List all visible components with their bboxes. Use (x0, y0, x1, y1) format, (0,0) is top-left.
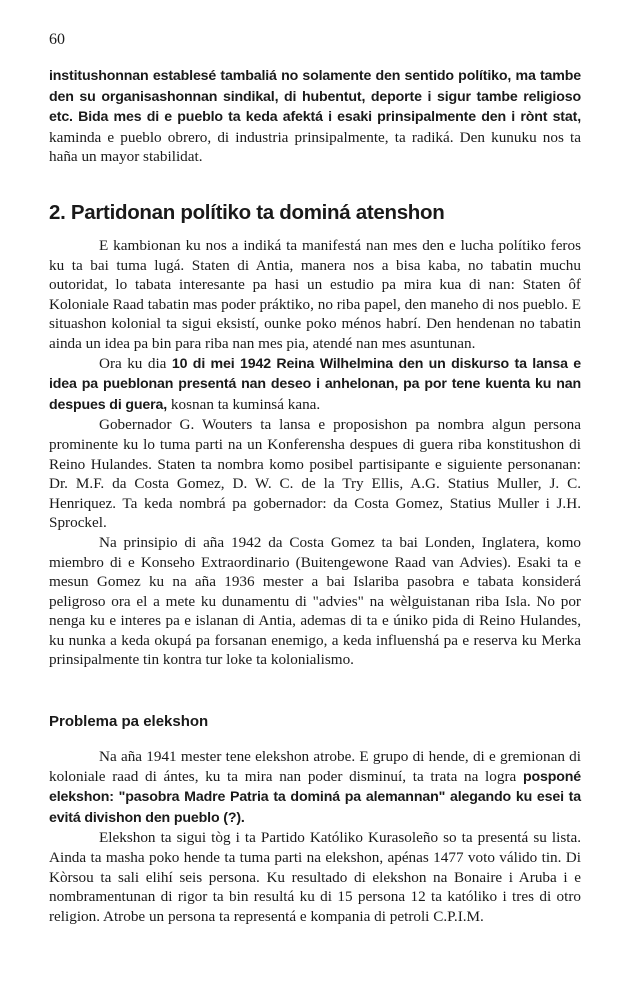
subsection-body (49, 747, 581, 926)
page-number: 60 (49, 31, 65, 48)
subsection-paragraph-2: Elekshon ta sigui tòg i ta Partido Katóliko Kurasoleño so ta presentá su lista. Ainda ta masha poko hende ta tuma parti na elekshon, apénas 1477 voto válido tin. Di Kòrsou ta sali elihí seis persona. Ku resultado di elekshon na Bonaire i Aruba i e nombramentunan di rigor ta bin resultá ku di 15 persona 12 ta katóliko i tres di otro religion. Atrobe un persona ta representá e kompania di petroli C.P.I.M. (49, 829, 581, 925)
subsection-p1-bold: posponé elekshon: "pasobra Madre Patria ta dominá pa alemannan" alegando ku esei ta evitá divishon den pueblo (?). (49, 768, 581, 826)
section-paragraph-2 (49, 354, 581, 416)
section-paragraph-4: Na prinsipio di aña 1942 da Costa Gomez ta bai Londen, Inglatera, komo miembro di e Konseho Extraordinario (Buitengewone Raad van Advies). Esaki ta e mesun Gomez ku na aña 1936 mester a bai Islariba pasobra e tabata konsiderá peligroso ora el a mete ku dunamentu di "advies" na wèlguistanan riba Isla. No por nenga ku e interes pa e islanan di Antia, ademas di ta e úniko pida di Reino Hulandes, ku nunka a keda okupá pa forsanan enemigo, a keda influenshá pa e reserva ku Merka prinsipalmente tin kontra tur loke ta kolonialismo. (49, 533, 581, 669)
intro-block (49, 66, 581, 167)
section-paragraph-3: Gobernador G. Wouters ta lansa e proposishon pa nombra algun persona prominente ku lo tuma parti na un Konferensha despues di guera riba konstitushon di Reino Hulandes. Staten ta nombra komo posibel partisipante e siguiente personanan: Dr. M.F. da Costa Gomez, D. W. C. de la Try Ellis, A.G. Statius Muller, J. C. Henriquez. Ta keda nombrá pa gobernador: da Costa Gomez, Statius Muller i J.H. Sprockel. (49, 416, 581, 532)
subsection-paragraph-1 (49, 747, 581, 828)
subsection-p1-pre: Na aña 1941 mester tene elekshon atrobe. E grupo di hende, di e gremionan di koloniale raad di ántes, ku ta mira nan poder disminuí, ta trata na logra (49, 748, 581, 785)
section-body (49, 236, 581, 670)
section-p2-bold: 10 di mei 1942 Reina Wilhelmina den un diskurso ta lansa e idea pa pueblonan presentá nan deseo i anhelonan, pa por tene kuenta ku nan despues di guera, (49, 355, 581, 413)
intro-normal-text: kaminda e pueblo obrero, di industria prinsipalmente, ta radiká. Den kunuku nos ta haña un mayor stabilidat. (49, 128, 581, 166)
intro-bold-text: institushonnan establesé tambaliá no solamente den sentido polítiko, ma tambe den su organisashonnan sindikal, di hubentut, deporte i sigur tambe religioso etc. Bida mes di e pueblo ta keda afektá i esaki prinsipalmente den i rònt stat, (49, 68, 581, 126)
section-p2-pre: Ora ku dia (99, 354, 172, 372)
section-paragraph-1: E kambionan ku nos a indiká ta manifestá nan mes den e lucha polítiko feros ku ta bai tuma lugá. Staten di Antia, manera nos a bisa kaba, no tabatin muchu outoridat, lo tabata interesante pa hasi un estudio pa mira kua di nan: Staten ôf Koloniale Raad tabatin mas poder práktiko, no riba papel, den maneho di nos pueblo. E situashon kolonial ta sigui eksistí, ounke poko ménos habrí. Den hendenan no tabatin ainda un idea pa bin para riba nan mes pia, atendé nan mes asuntunan. (49, 237, 581, 352)
section-p2-post: kosnan ta kuminsá kana. (167, 395, 321, 413)
section-title: 2. Partidonan polítiko ta dominá atenshon (49, 201, 445, 224)
intro-paragraph (49, 66, 581, 167)
subsection-title: Problema pa elekshon (49, 713, 209, 730)
